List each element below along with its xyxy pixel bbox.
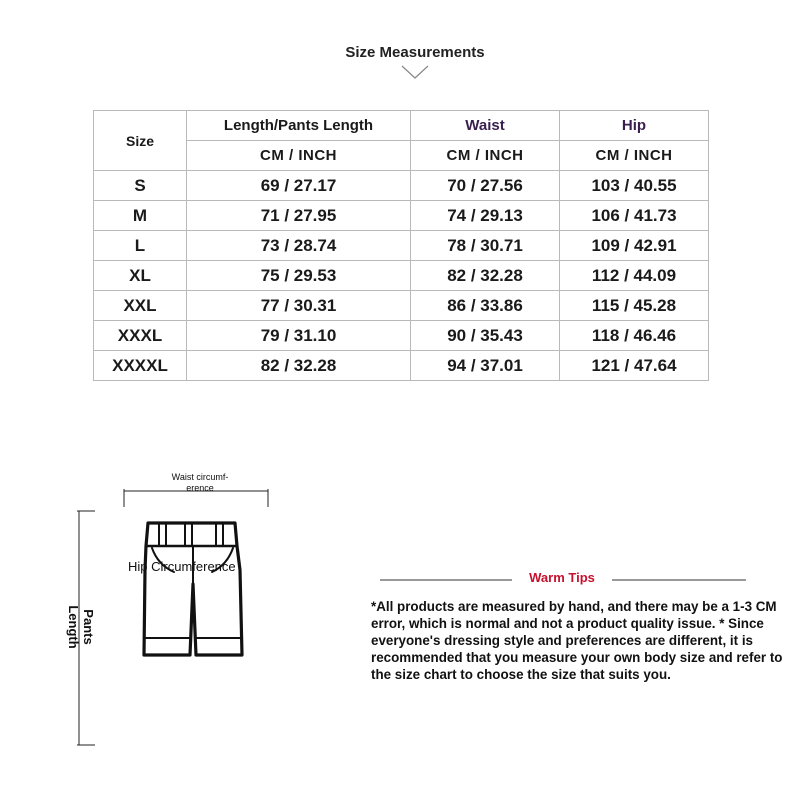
hip-cell: 121 / 47.64: [560, 351, 709, 381]
warm-tips-title: Warm Tips: [515, 570, 609, 585]
hip-unit: CM / INCH: [560, 141, 709, 171]
hip-cell: 118 / 46.46: [560, 321, 709, 351]
hip-header: Hip: [560, 111, 709, 141]
size-cell: M: [94, 201, 187, 231]
hip-cell: 115 / 45.28: [560, 291, 709, 321]
size-cell: XXXL: [94, 321, 187, 351]
hip-cell: 109 / 42.91: [560, 231, 709, 261]
hip-cell: 103 / 40.55: [560, 171, 709, 201]
length-cell: 75 / 29.53: [187, 261, 411, 291]
size-cell: XXL: [94, 291, 187, 321]
size-header: Size: [94, 111, 187, 171]
hip-cell: 112 / 44.09: [560, 261, 709, 291]
waist-circumference-label: Waist circumf- erence: [171, 472, 229, 493]
size-cell: L: [94, 231, 187, 261]
shorts-icon: [144, 523, 242, 655]
waist-cell: 90 / 35.43: [411, 321, 560, 351]
hip-cell: 106 / 41.73: [560, 201, 709, 231]
waist-cell: 94 / 37.01: [411, 351, 560, 381]
waist-unit: CM / INCH: [411, 141, 560, 171]
warm-tips-text: *All products are measured by hand, and there may be a 1-3 CM error, which is normal and not a product quality issue. * Since everyone's dressing style and preferences are different, it is recommended that you measure your own body size and refer to the size chart to choose the size that suits you.: [371, 599, 783, 682]
pants-length-label: Pants Length: [66, 605, 96, 649]
length-cell: 71 / 27.95: [187, 201, 411, 231]
waist-cell: 74 / 29.13: [411, 201, 560, 231]
size-cell: XL: [94, 261, 187, 291]
length-cell: 69 / 27.17: [187, 171, 411, 201]
length-cell: 77 / 30.31: [187, 291, 411, 321]
waist-header: Waist: [411, 111, 560, 141]
length-header: Length/Pants Length: [187, 111, 411, 141]
waist-cell: 82 / 32.28: [411, 261, 560, 291]
hip-circumference-label: Hip Circumference: [128, 559, 236, 574]
waist-cell: 86 / 33.86: [411, 291, 560, 321]
length-cell: 73 / 28.74: [187, 231, 411, 261]
length-cell: 79 / 31.10: [187, 321, 411, 351]
size-cell: XXXXL: [94, 351, 187, 381]
waist-cell: 78 / 30.71: [411, 231, 560, 261]
length-unit: CM / INCH: [187, 141, 411, 171]
size-cell: S: [94, 171, 187, 201]
page-title: Size Measurements: [345, 44, 485, 61]
waist-cell: 70 / 27.56: [411, 171, 560, 201]
length-cell: 82 / 32.28: [187, 351, 411, 381]
